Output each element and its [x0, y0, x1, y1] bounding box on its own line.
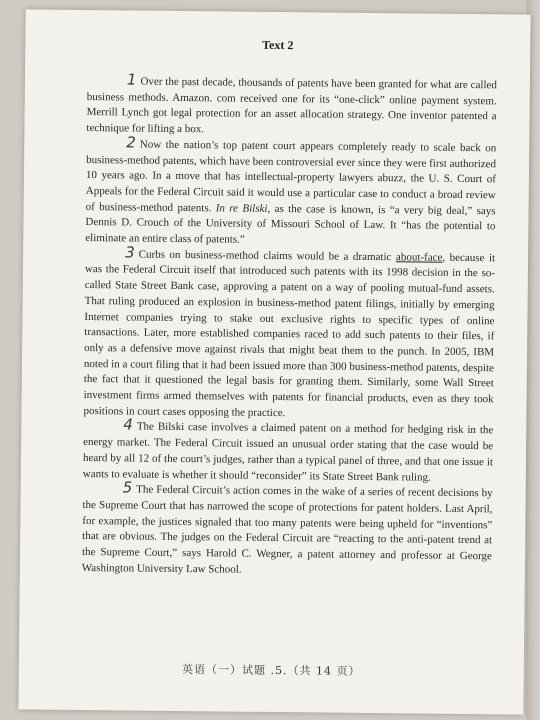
page-title: Text 2	[262, 37, 294, 53]
handwritten-number: 2	[126, 133, 136, 152]
paragraph-text: Curbs on business-method claims would be a dramatic	[138, 248, 397, 264]
case-name-italic: In re Bilski	[215, 202, 268, 215]
paragraph-2	[85, 133, 497, 251]
paragraph-1	[86, 70, 497, 141]
paragraph-5	[81, 478, 493, 581]
handwritten-number: 5	[122, 478, 133, 497]
passage-body	[81, 70, 497, 581]
paragraph-4	[82, 415, 494, 486]
paragraph-3	[83, 243, 496, 424]
paragraph-text: Over the past decade, thousands of patents have been granted for what are called business methods. Amazon. com received one for its “one-click” online payment system. Merrill Lynch got legal protection for an asset allocation strategy. One inventor patented a technique for lifting a box.	[86, 75, 497, 136]
exam-page	[18, 9, 530, 714]
paragraph-text: , because it was the Federal Circuit itself that introduced such patents with its 1998 decision in the so-called State Street Bank case, approving a patent on a way of pooling mutual-fund assets. That ruling produced an explosion in business-method patent filings, initially by emerging Internet companies trying to stake out exclusive rights to specific types of online transactions. Later, more established companies raced to add such patents to their files, if only as a defensive move against rivals that might beat them to the punch. In 2005, IBM noted in a court filing that it had been issued more than 300 business-method patents, despite the fact that it questioned the legal basis for granting them. Similarly, some Wall Street investment firms armed themselves with patents for financial products, even as they took positions in court cases opposing the practice.	[83, 251, 496, 419]
paragraph-text: , as the case is known, is “a very big deal,” says Dennis D. Crouch of the University of Missouri School of Law. It “has the potential to eliminate an entire class of patents.”	[85, 202, 496, 246]
page-footer: 英语（一）试题 .5.（共 14 页）	[181, 663, 361, 678]
paragraph-text: Now the nation’s top patent court appears completely ready to scale back on business-method patents, which have been controversial ever since they were first authorized 10 years ago. In a move that has intellectual-property lawyers abuzz, the U. S. Court of Appeals for the Federal Circuit said it would use a particular case to conduct a broad review of business-method patents.	[85, 138, 497, 215]
handwritten-number: 3	[125, 243, 135, 262]
paragraph-text: The Federal Circuit’s action comes in the wake of a series of recent decisions by the Supreme Court that has narrowed the scope of protections for patent holders. Last April, for example, the justices signaled that too many patents were being upheld for “inventions” that are obvious. The judges on the Federal Circuit are “reacting to the anti-patent trend at the Supreme Court,” says Harold C. Wegner, a patent attorney and professor at George Washington University Law School.	[81, 483, 493, 576]
handwritten-number: 1	[126, 70, 137, 89]
handwritten-number: 4	[123, 415, 133, 434]
underlined-word: about-face	[395, 251, 443, 264]
paragraph-text: The Bilski case involves a claimed patent on a method for hedging risk in the energy market. The Federal Circuit issued an unusual order stating that the case would be heard by all 12 of the court’s judges, rather than a typical panel of three, and that one issue it wants to evaluate is whether it should “reconsider” its State Street Bank ruling.	[82, 421, 494, 484]
